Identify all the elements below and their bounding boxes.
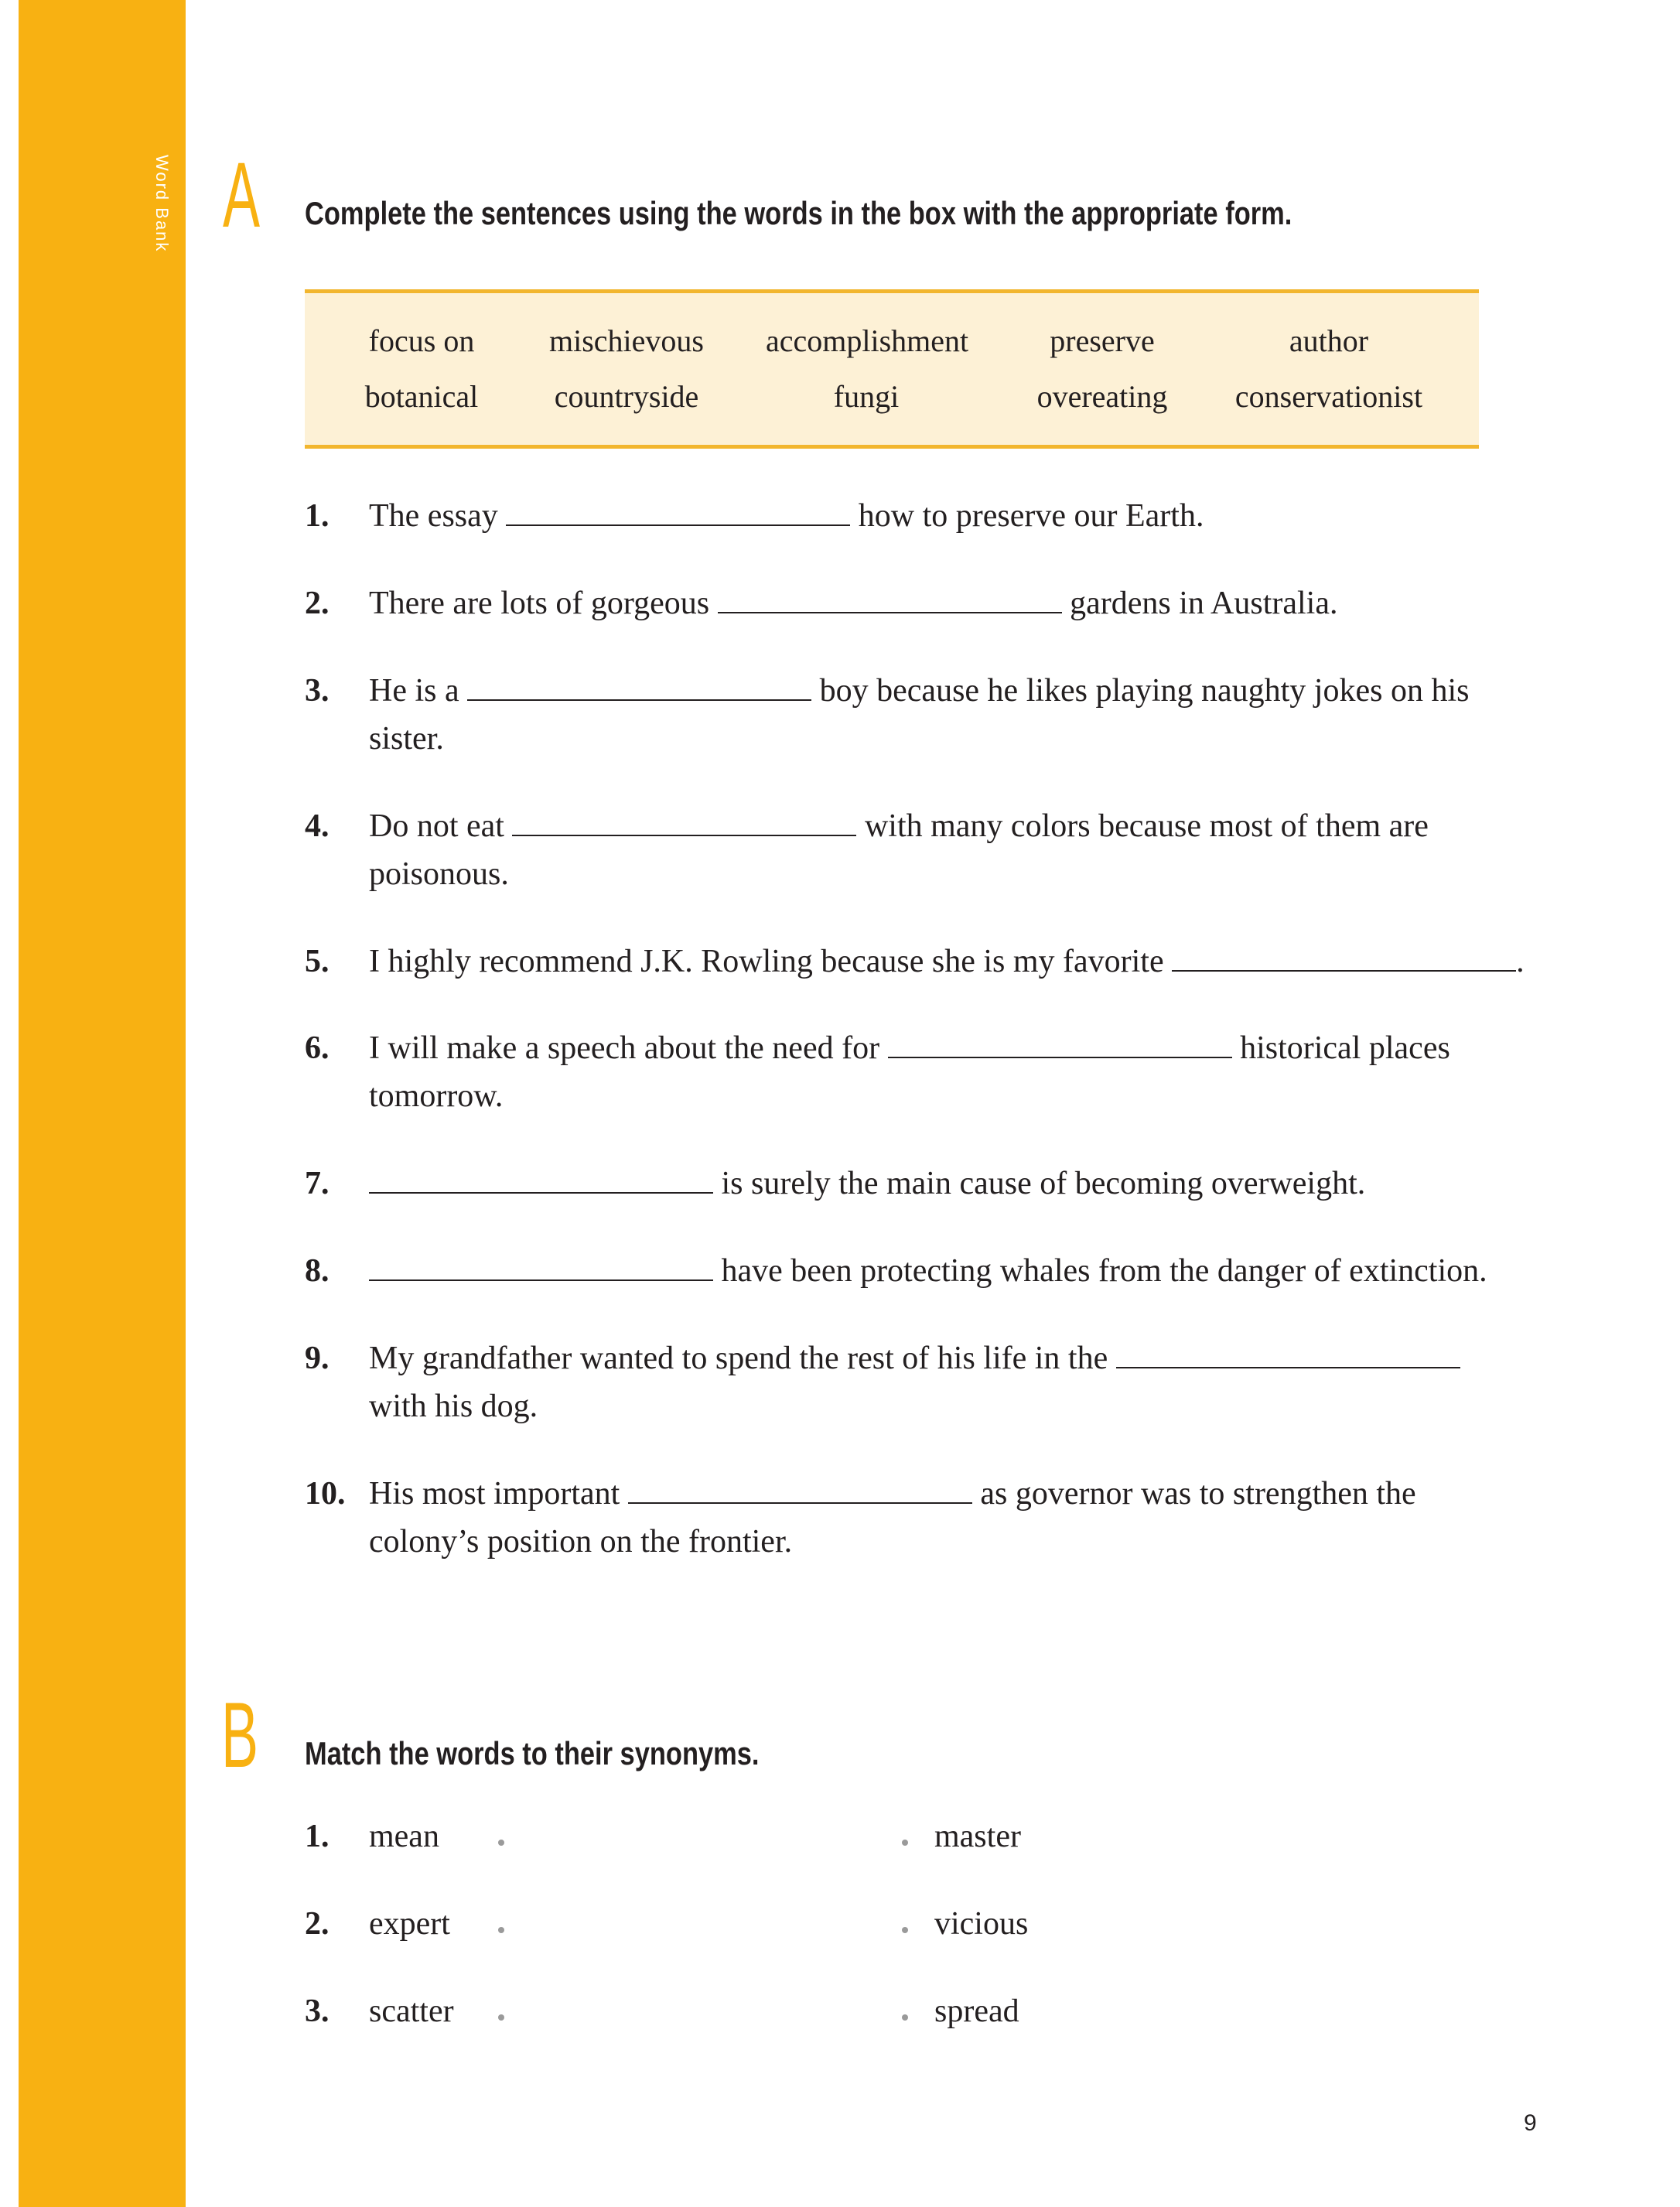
question-text xyxy=(369,938,1525,986)
answer-blank[interactable] xyxy=(1116,1336,1460,1368)
match-number: 1. xyxy=(305,1819,330,1854)
question-text xyxy=(369,802,1429,898)
answer-blank[interactable] xyxy=(369,1161,713,1194)
question-text-continued: sister. xyxy=(369,721,444,757)
match-left-dot[interactable] xyxy=(498,2014,504,2021)
answer-blank[interactable] xyxy=(718,581,1062,613)
answer-blank[interactable] xyxy=(369,1249,713,1281)
match-word: expert xyxy=(369,1906,450,1942)
question-number: 2. xyxy=(305,586,330,621)
side-bar xyxy=(19,0,186,2207)
question-text-after: historical places xyxy=(1240,1030,1450,1066)
question-text-before: His most important xyxy=(369,1476,620,1512)
word-box-item: mischievous xyxy=(549,323,704,358)
section-a-instruction: Complete the sentences using the words in the box with the appropriate form. xyxy=(305,195,1292,231)
question-text-after: is surely the main cause of becoming overweight. xyxy=(721,1166,1366,1201)
word-box-item: countryside xyxy=(554,379,699,414)
word-box-item: conservationist xyxy=(1234,379,1423,414)
question-number: 6. xyxy=(305,1030,330,1066)
section-a-letter: A xyxy=(223,143,261,247)
answer-blank[interactable] xyxy=(888,1026,1232,1058)
word-box-item: botanical xyxy=(364,379,479,414)
question-text xyxy=(369,1024,1450,1120)
match-left-dot[interactable] xyxy=(498,1927,504,1933)
question-number: 1. xyxy=(305,498,330,534)
word-box-item: overeating xyxy=(1036,379,1168,414)
question-text-after: as governor was to strengthen the xyxy=(980,1476,1416,1512)
answer-blank[interactable] xyxy=(512,804,856,836)
question-text-before: My grandfather wanted to spend the rest of his life in the xyxy=(369,1341,1108,1376)
question-text xyxy=(369,1247,1487,1295)
match-left-dot[interactable] xyxy=(498,1840,504,1846)
match-number: 2. xyxy=(305,1906,330,1942)
question-text-continued: colony’s position on the frontier. xyxy=(369,1524,793,1560)
question-text xyxy=(369,579,1338,627)
answer-blank[interactable] xyxy=(628,1471,972,1504)
question-text xyxy=(369,1470,1416,1566)
question-text xyxy=(369,1160,1365,1208)
question-text-before: Do not eat xyxy=(369,808,504,844)
word-box-item: accomplishment xyxy=(766,323,969,358)
match-synonym: master xyxy=(934,1819,1021,1854)
word-box-item: author xyxy=(1289,323,1369,358)
question-text-before: I highly recommend J.K. Rowling because she is my favorite xyxy=(369,944,1164,979)
section-b-instruction: Match the words to their synonyms. xyxy=(305,1735,760,1771)
question-text-before: He is a xyxy=(369,673,459,709)
word-box-item: fungi xyxy=(833,379,900,414)
answer-blank[interactable] xyxy=(506,494,850,526)
question-text xyxy=(369,492,1204,540)
word-box-item: focus on xyxy=(368,323,475,358)
question-text-after: gardens in Australia. xyxy=(1070,586,1338,621)
match-right-dot[interactable] xyxy=(902,1840,908,1846)
page-number: 9 xyxy=(1524,2110,1537,2136)
question-number: 9. xyxy=(305,1341,330,1376)
question-text-after: how to preserve our Earth. xyxy=(858,498,1204,534)
match-right-dot[interactable] xyxy=(902,1927,908,1933)
question-number: 7. xyxy=(305,1166,330,1201)
match-synonym: spread xyxy=(934,1993,1019,2029)
question-text-continued: poisonous. xyxy=(369,856,509,892)
question-number: 3. xyxy=(305,673,330,709)
word-box-item: preserve xyxy=(1050,323,1155,358)
question-text-before: The essay xyxy=(369,498,498,534)
word-box xyxy=(305,289,1479,449)
question-text xyxy=(369,667,1469,763)
question-number: 4. xyxy=(305,808,330,844)
question-text-after: with many colors because most of them are xyxy=(864,808,1429,844)
question-text-continued: with his dog. xyxy=(369,1389,538,1424)
match-word: scatter xyxy=(369,1993,454,2029)
answer-blank[interactable] xyxy=(467,668,811,701)
match-synonym: vicious xyxy=(934,1906,1029,1942)
question-number: 10. xyxy=(305,1476,346,1512)
match-word: mean xyxy=(369,1819,439,1854)
question-text-before: There are lots of gorgeous xyxy=(369,586,710,621)
question-number: 8. xyxy=(305,1253,330,1289)
match-right-dot[interactable] xyxy=(902,2014,908,2021)
answer-blank[interactable] xyxy=(1172,939,1516,972)
question-text-after: boy because he likes playing naughty jokes on his xyxy=(819,673,1470,709)
side-label: Word Bank xyxy=(152,155,172,253)
match-number: 3. xyxy=(305,1993,330,2029)
question-text-after: . xyxy=(1516,944,1525,979)
section-b-letter: B xyxy=(221,1683,259,1787)
question-text-after: have been protecting whales from the danger of extinction. xyxy=(721,1253,1487,1289)
question-number: 5. xyxy=(305,944,330,979)
question-text-before: I will make a speech about the need for xyxy=(369,1030,880,1066)
question-text-continued: tomorrow. xyxy=(369,1078,504,1114)
question-text xyxy=(369,1334,1460,1430)
